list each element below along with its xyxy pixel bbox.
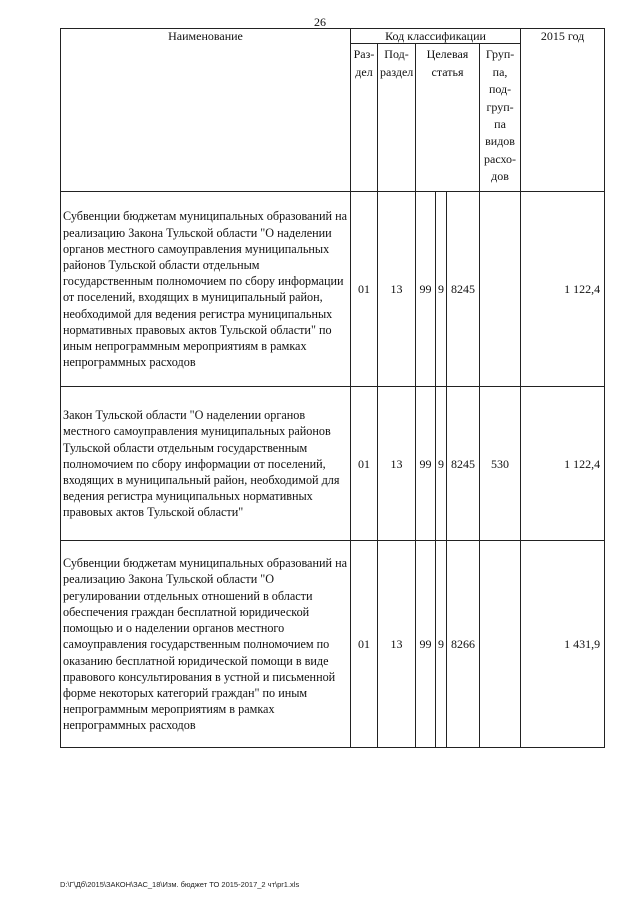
row-target-a: 99 bbox=[416, 387, 436, 541]
row-amount: 1 431,9 bbox=[521, 541, 605, 748]
row-target-b: 9 bbox=[436, 541, 447, 748]
page-number: 26 bbox=[314, 15, 326, 29]
header-expense-group-label: Груп- па, под- груп- па видов расхо- дов bbox=[484, 47, 517, 184]
header-section bbox=[351, 44, 378, 192]
row-section: 01 bbox=[351, 192, 378, 387]
table-row bbox=[61, 387, 605, 541]
row-amount: 1 122,4 bbox=[521, 387, 605, 541]
row-target-c: 8245 bbox=[447, 192, 480, 387]
row-name: Субвенции бюджетам муниципальных образований на реализацию Закона Тульской области "О наделении органов местного самоуправления муниципальных районов Тульской области отдельным государственным полномочием по сбору информации от поселений, входящих в муниципальный район, необходимой для ведения регистра муниципальных нормативных правовых актов Тульской области" по иным непрограммным мероприятиям в рамках непрограммных расходов bbox=[61, 192, 351, 387]
budget-table bbox=[60, 28, 605, 748]
header-expense-group bbox=[480, 44, 521, 192]
row-target-a: 99 bbox=[416, 541, 436, 748]
row-target-a: 99 bbox=[416, 192, 436, 387]
row-name: Субвенции бюджетам муниципальных образований на реализацию Закона Тульской области "О регулировании отдельных отношений в области обеспечения граждан бесплатной юридической помощью и о наделении органов местного самоуправления государственным полномочием по оказанию бесплатной юридической помощи в виде правового консультирования в устной и письменной форме некоторых категорий граждан" по иным непрограммным мероприятиям в рамках непрограммных расходов bbox=[61, 541, 351, 748]
row-subsection: 13 bbox=[378, 541, 416, 748]
header-subsection-label: Под- раздел bbox=[380, 47, 414, 79]
header-target-article bbox=[416, 44, 480, 192]
row-group: 530 bbox=[480, 387, 521, 541]
row-group bbox=[480, 192, 521, 387]
row-amount: 1 122,4 bbox=[521, 192, 605, 387]
row-group bbox=[480, 541, 521, 748]
header-classification-code: Код классификации bbox=[351, 29, 521, 44]
row-target-b: 9 bbox=[436, 387, 447, 541]
row-section: 01 bbox=[351, 541, 378, 748]
header-name: Наименование bbox=[61, 29, 351, 192]
header-subsection bbox=[378, 44, 416, 192]
row-target-c: 8266 bbox=[447, 541, 480, 748]
row-target-c: 8245 bbox=[447, 387, 480, 541]
row-subsection: 13 bbox=[378, 387, 416, 541]
file-path-footer: D:\Г\Дб\2015\ЗАКОН\ЗАС_18\Изм. бюджет ТО 2015-2017_2 чт\pr1.xls bbox=[60, 880, 300, 889]
row-subsection: 13 bbox=[378, 192, 416, 387]
row-name: Закон Тульской области "О наделении органов местного самоуправления муниципальных районов Тульской области отдельным государственным полномочием по сбору информации от поселений, входящих в муниципальный район, необходимой для ведения регистра муниципальных нормативных правовых актов Тульской области" bbox=[61, 387, 351, 541]
header-year: 2015 год bbox=[521, 29, 605, 192]
table-row bbox=[61, 541, 605, 748]
header-target-article-label: Целевая статья bbox=[426, 47, 469, 79]
header-section-label: Раз- дел bbox=[353, 47, 375, 79]
row-target-b: 9 bbox=[436, 192, 447, 387]
row-section: 01 bbox=[351, 387, 378, 541]
table-row bbox=[61, 192, 605, 387]
